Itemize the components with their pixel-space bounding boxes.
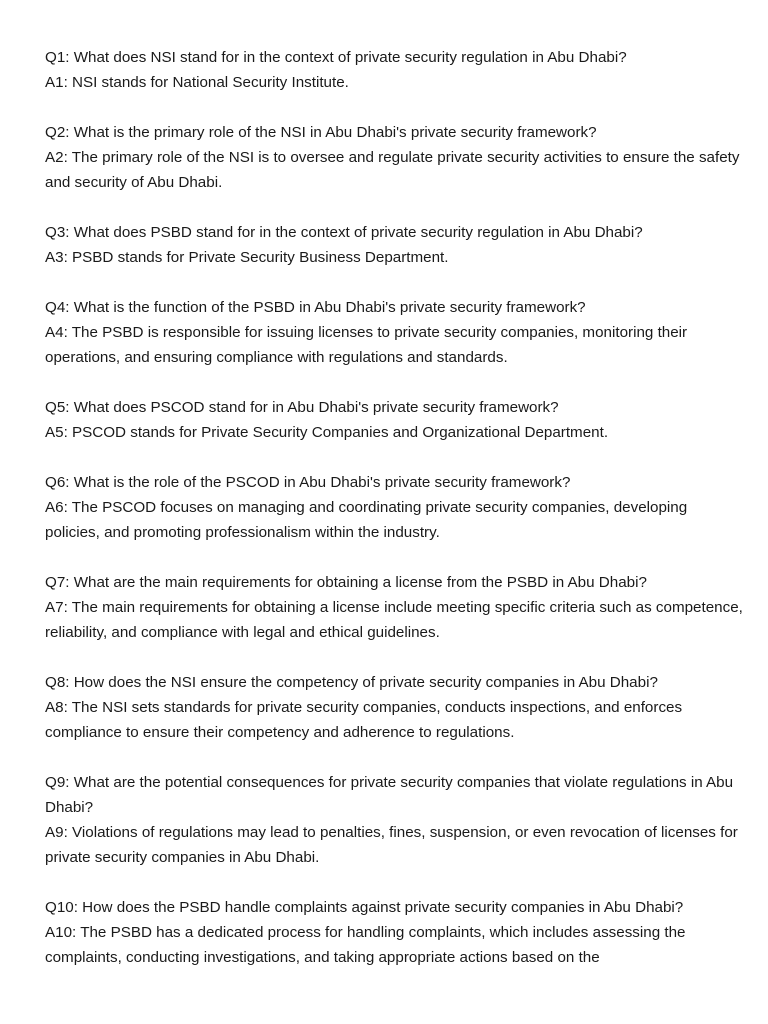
qa-item-9 xyxy=(45,770,745,870)
question-text: Q9: What are the potential consequences for private security companies that violate regulations in Abu Dhabi? xyxy=(45,774,734,816)
answer-text: A2: The primary role of the NSI is to oversee and regulate private security activities to ensure the safety and security of Abu Dhabi. xyxy=(45,149,740,191)
answer-text: A6: The PSCOD focuses on managing and coordinating private security companies, developing policies, and promoting professionalism within the industry. xyxy=(45,499,688,541)
question-text: Q6: What is the role of the PSCOD in Abu Dhabi's private security framework? xyxy=(45,474,571,491)
question-text: Q1: What does NSI stand for in the context of private security regulation in Abu Dhabi? xyxy=(45,49,627,66)
qa-item-10 xyxy=(45,895,745,970)
question-text: Q3: What does PSBD stand for in the context of private security regulation in Abu Dhabi? xyxy=(45,224,643,241)
question-text: Q5: What does PSCOD stand for in Abu Dhabi's private security framework? xyxy=(45,399,559,416)
qa-item-6 xyxy=(45,470,745,545)
qa-item-5 xyxy=(45,395,745,445)
question-text: Q10: How does the PSBD handle complaints against private security companies in Abu Dhabi? xyxy=(45,899,684,916)
answer-text: A4: The PSBD is responsible for issuing licenses to private security companies, monitoring their operations, and ensuring compliance with regulations and standards. xyxy=(45,324,688,366)
qa-item-4 xyxy=(45,295,745,370)
answer-text: A9: Violations of regulations may lead to penalties, fines, suspension, or even revocation of licenses for private security companies in Abu Dhabi. xyxy=(45,824,738,866)
qa-item-8 xyxy=(45,670,745,745)
question-text: Q7: What are the main requirements for obtaining a license from the PSBD in Abu Dhabi? xyxy=(45,574,647,591)
question-text: Q4: What is the function of the PSBD in Abu Dhabi's private security framework? xyxy=(45,299,586,316)
answer-text: A8: The NSI sets standards for private security companies, conducts inspections, and enforces compliance to ensure their competency and adherence to regulations. xyxy=(45,699,683,741)
qa-item-2 xyxy=(45,120,745,195)
qa-item-3 xyxy=(45,220,745,270)
qa-item-1 xyxy=(45,45,745,95)
qa-item-7 xyxy=(45,570,745,645)
answer-text: A1: NSI stands for National Security Institute. xyxy=(45,74,349,91)
answer-text: A10: The PSBD has a dedicated process for handling complaints, which includes assessing the complaints, conducting investigations, and taking appropriate actions based on the xyxy=(45,924,686,966)
document-page xyxy=(45,45,745,995)
answer-text: A3: PSBD stands for Private Security Business Department. xyxy=(45,249,449,266)
answer-text: A5: PSCOD stands for Private Security Companies and Organizational Department. xyxy=(45,424,609,441)
answer-text: A7: The main requirements for obtaining a license include meeting specific criteria such as competence, reliability, and compliance with legal and ethical guidelines. xyxy=(45,599,743,641)
question-text: Q2: What is the primary role of the NSI in Abu Dhabi's private security framework? xyxy=(45,124,597,141)
question-text: Q8: How does the NSI ensure the competency of private security companies in Abu Dhabi? xyxy=(45,674,658,691)
